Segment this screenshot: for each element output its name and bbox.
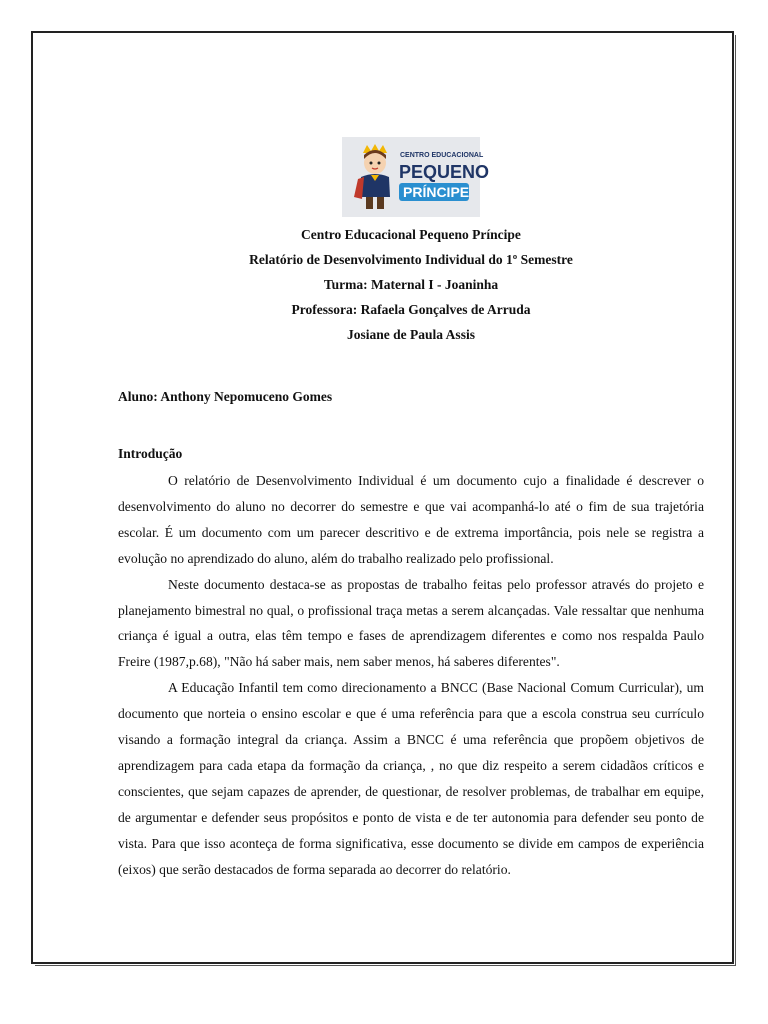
document-header	[118, 222, 704, 347]
report-title: Relatório de Desenvolvimento Individual do 1º Semestre	[249, 252, 573, 267]
paragraph: Neste documento destaca-se as propostas de trabalho feitas pelo professor através do projeto e planejamento bimestral no qual, o profissional traça metas a serem alcançadas. Vale ressaltar que nenhuma criança é igual a outra, elas têm tempo e fases de aprendizagem diferentes e como nos respalda Paulo Freire (1987,p.68), "Não há saber mais, nem saber menos, há saberes diferentes".	[118, 576, 704, 670]
teacher-name-2: Josiane de Paula Assis	[347, 327, 475, 342]
school-logo	[342, 137, 490, 217]
school-name: Centro Educacional Pequeno Príncipe	[301, 227, 521, 242]
section-title: Introdução	[118, 446, 183, 461]
svg-text:PRÍNCIPE: PRÍNCIPE	[403, 184, 470, 200]
student-name: Aluno: Anthony Nepomuceno Gomes	[118, 389, 333, 404]
paragraph: A Educação Infantil tem como direcionamento a BNCC (Base Nacional Comum Curricular), um documento que norteia o ensino escolar e que é uma referência para que a escola construa seu currículo visando a formação integral da criança. Assim a BNCC é uma referência que propõem objetivos de aprendizagem para cada etapa da formação da criança, , no que diz respeito a serem cidadãos críticos e conscientes, que sejam capazes de aprender, de questionar, de resolver problemas, de trabalhar em equipe, de argumentar e defender seus propósitos e ponto de vista e de ter autonomia para defender seu ponto de vista. Para que isso aconteça de forma significativa, esse documento se divide em campos de experiência (eixos) que serão destacados de forma separada ao decorrer do relatório.	[118, 680, 704, 877]
paragraph: O relatório de Desenvolvimento Individual é um documento cujo a finalidade é descrever o desenvolvimento do aluno no decorrer do semestre e que vai acompanhá-lo até o fim de sua trajetória escolar. É um documento com um parecer descritivo e de extrema importância, pois nele se registra a evolução no aprendizado do aluno, além do trabalho realizado pelo profissional.	[118, 473, 704, 566]
little-prince-logo-icon	[342, 137, 490, 217]
teacher-name: Professora: Rafaela Gonçalves de Arruda	[291, 302, 531, 317]
svg-text:PEQUENO: PEQUENO	[399, 162, 490, 182]
introduction-body	[118, 468, 704, 883]
class-name: Turma: Maternal I - Joaninha	[323, 277, 499, 292]
svg-text:CENTRO EDUCACIONAL: CENTRO EDUCACIONAL	[400, 152, 484, 159]
